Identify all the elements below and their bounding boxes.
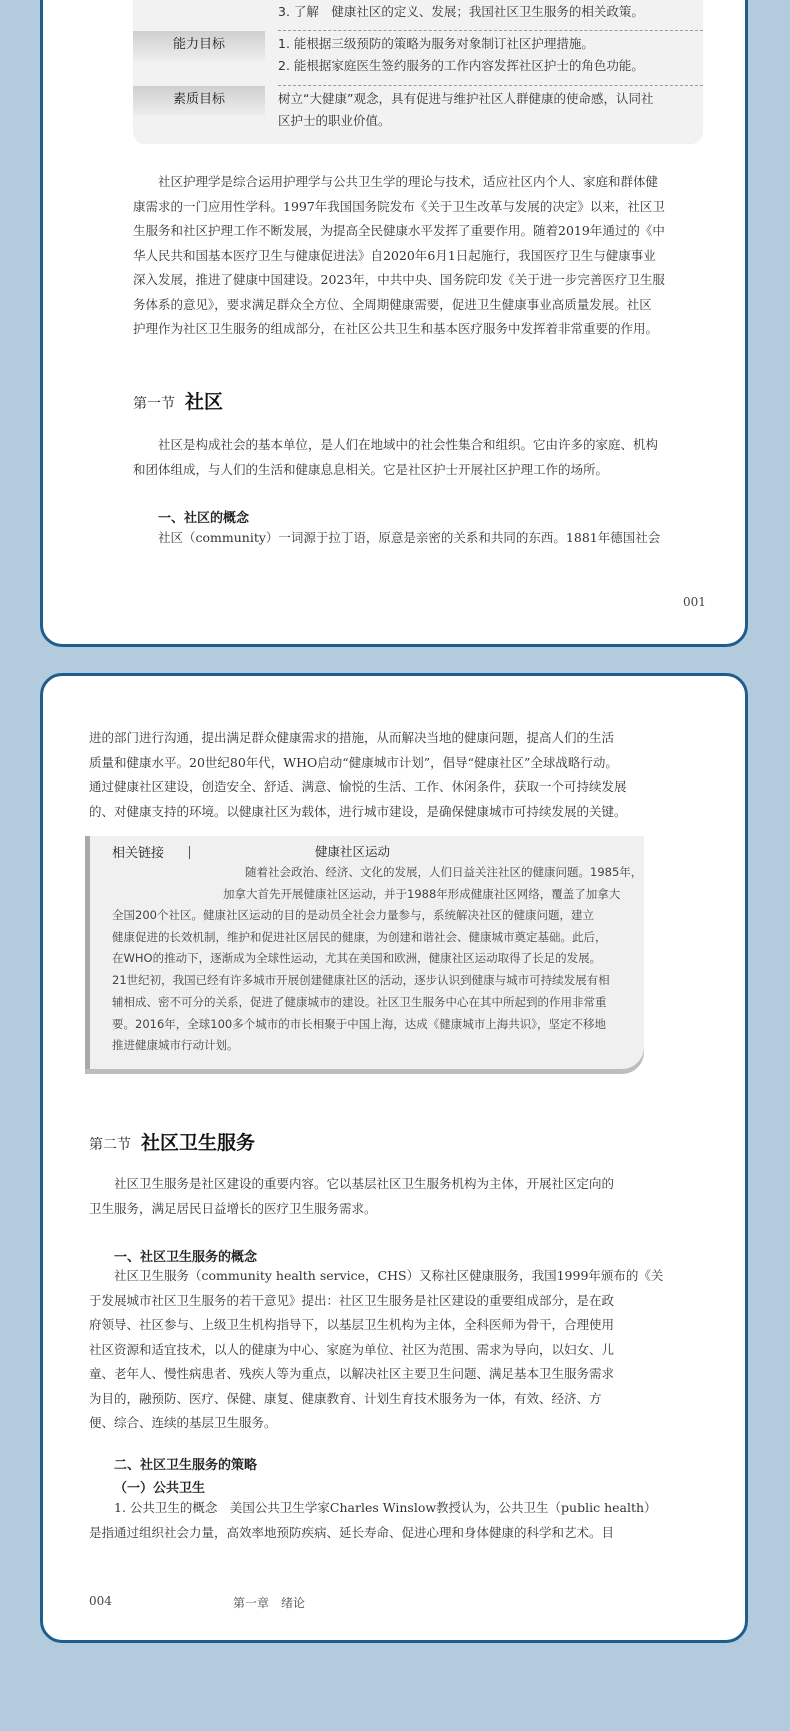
text-line: 护理作为社区卫生服务的组成部分，在社区公共卫生和基本医疗服务中发挥着非常重要的作用。 (133, 321, 659, 336)
community-paragraph (133, 433, 703, 482)
community-health-service-paragraph (89, 1172, 699, 1221)
section-heading-2 (89, 1128, 255, 1155)
text-line: 随着社会政治、经济、文化的发展，人们日益关注社区的健康问题。1985年， (245, 865, 643, 879)
text-line: 社区资源和适宜技术，以人的健康为中心、家庭为单位、社区为范围、需求为导向，以妇女、儿 (89, 1341, 615, 1357)
chapter-title: 第一章 绪论 (233, 1596, 306, 1610)
text-line: 是指通过组织社会力量，高效率地预防疾病、延长寿命、促进心理和身体健康的科学和艺术。目 (89, 1524, 615, 1540)
text-line: 区护士的职业价值。 (278, 113, 391, 128)
text-line: 全国200个社区。健康社区运动的目的是动员全社会力量参与，系统解决社区的健康问题，建立 (112, 908, 594, 922)
subheading-community-concept: 一、社区的概念 (158, 511, 250, 526)
ability-objectives-list (278, 33, 698, 77)
text-line: 和团体组成，与人们的生活和健康息息相关。它是社区护士开展社区护理工作的场所。 (133, 461, 609, 477)
chs-concept-paragraph (89, 1264, 699, 1436)
section-number: 第一节 (133, 396, 175, 412)
divider (278, 30, 703, 31)
related-link-label: 相关链接 (112, 846, 165, 861)
ability-objective-2: 2. 能根据家庭医生签约服务的工作内容发挥社区护士的角色功能。 (278, 58, 644, 73)
related-link-intro (223, 862, 642, 905)
text-line: 健康促进的长效机制，维护和促进社区居民的健康，为创建和谐社会、健康城市奠定基础。此后， (112, 929, 607, 944)
related-link-box (85, 836, 644, 1069)
text-line: 3. 了解 健康社区的定义、发展；我国社区卫生服务的相关政策。 (278, 4, 644, 19)
subheading-chs-strategy: 二、社区卫生服务的策略 (114, 1458, 258, 1473)
section-heading-1 (133, 387, 223, 414)
page-card-004 (40, 673, 748, 1643)
knowledge-objective-3 (278, 1, 698, 23)
page-number: 004 (89, 1594, 112, 1608)
community-concept-paragraph (158, 526, 708, 551)
text-line: 进的部门进行沟通，提出满足群众健康需求的措施，从而解决当地的健康问题，提高人们的生活 (89, 730, 615, 745)
text-line: 质量和健康水平。20世纪80年代，WHO启动“健康城市计划”，倡导“健康社区”全球战略行动。 (89, 754, 618, 770)
page-card-001 (40, 0, 748, 647)
section-number: 第二节 (89, 1137, 131, 1153)
text-line: 便、综合、连续的基层卫生服务。 (89, 1415, 277, 1430)
text-line: 于发展城市社区卫生服务的若干意见》提出：社区卫生服务是社区建设的重要组成部分，是在政 (89, 1292, 615, 1308)
text-line: 辅相成、密不可分的关系，促进了健康城市的建设。社区卫生服务中心在其中所起到的作用非常重 (112, 994, 607, 1009)
text-line: 为目的，融预防、医疗、保健、康复、健康教育、计划生育技术服务为一体，有效、经济、方 (89, 1390, 602, 1406)
section-title: 社区 (185, 391, 224, 413)
ability-objective-1: 1. 能根据三级预防的策略为服务对象制订社区护理措施。 (278, 36, 594, 51)
continued-paragraph (89, 726, 699, 824)
text-line: 务体系的意见》，要求满足群众全方位、全周期健康需要，促进卫生健康事业高质量发展。社区 (133, 296, 652, 312)
text-line: 21世纪初，我国已经有许多城市开展创建健康社区的活动，逐步认识到健康与城市可持续发展有相 (112, 973, 610, 988)
text-line: 推进健康城市行动计划。 (112, 1038, 239, 1053)
subheading-public-health: （一）公共卫生 (114, 1481, 206, 1496)
text-line: 深入发展，推进了健康中国建设。2023年，中共中央、国务院印发《关于进一步完善医疗卫生服 (133, 272, 665, 287)
text-line: 树立“大健康”观念，具有促进与维护社区人群健康的使命感，认同社 (278, 91, 654, 106)
public-health-paragraph (89, 1496, 699, 1545)
quality-objectives-label: 素质目标 (133, 86, 265, 116)
text-line: 府领导、社区参与、上级卫生机构指导下，以基层卫生机构为主体，全科医师为骨干，合理使用 (89, 1317, 615, 1332)
intro-paragraph (133, 170, 703, 342)
text-line: 加拿大首先开展健康社区运动，并于1988年形成健康社区网络，覆盖了加拿大 (223, 886, 621, 901)
text-line: 在WHO的推动下，逐渐成为全球性运动，尤其在美国和欧洲，健康社区运动取得了长足的发展。 (112, 951, 602, 966)
text-line: 社区（community）一词源于拉丁语，原意是亲密的关系和共同的东西。1881年德国社会 (158, 530, 661, 545)
text-line: 通过健康社区建设，创造安全、舒适、满意、愉悦的生活、工作、休闲条件，获取一个可持续发展 (89, 779, 627, 794)
text-line: 康需求的一门应用性学科。1997年我国国务院发布《关于卫生改革与发展的决定》以来，社区卫 (133, 198, 665, 214)
label-separator (189, 846, 190, 859)
ability-objectives-label: 能力目标 (133, 31, 265, 61)
text-line: 社区护理学是综合运用护理学与公共卫生学的理论与技术，适应社区内个人、家庭和群体健 (158, 174, 659, 189)
text-line: 1. 公共卫生的概念 美国公共卫生学家Charles Winslow教授认为，公共卫生（public health） (114, 1500, 657, 1515)
text-line: 卫生服务，满足居民日益增长的医疗卫生服务需求。 (89, 1200, 377, 1216)
text-line: 社区是构成社会的基本单位，是人们在地域中的社会性集合和组织。它由许多的家庭、机构 (158, 437, 659, 452)
section-title: 社区卫生服务 (141, 1132, 256, 1154)
text-line: 社区卫生服务是社区建设的重要内容。它以基层社区卫生服务机构为主体，开展社区定向的 (114, 1176, 615, 1191)
quality-objectives-text (278, 88, 698, 132)
text-line: 童、老年人、慢性病患者、残疾人等为重点，以解决社区主要卫生问题、满足基本卫生服务需求 (89, 1366, 615, 1381)
subheading-chs-concept: 一、社区卫生服务的概念 (114, 1250, 258, 1265)
related-link-body (112, 905, 610, 1057)
text-line: 要。2016年，全球100多个城市的市长相聚于中国上海，达成《健康城市上海共识》，坚定不移地 (112, 1016, 606, 1031)
text-line: 的、对健康支持的环境。以健康社区为载体，进行城市建设，是确保健康城市可持续发展的关键。 (89, 803, 627, 819)
divider (278, 85, 703, 86)
learning-objectives-table (133, 0, 703, 144)
text-line: 生服务和社区护理工作不断发展，为提高全民健康水平发挥了重要作用。随着2019年通过的《中 (133, 223, 665, 238)
text-line: 华人民共和国基本医疗卫生与健康促进法》自2020年6月1日起施行，我国医疗卫生与健康事业 (133, 247, 656, 263)
text-line: 社区卫生服务（community health service，CHS）又称社区健康服务，我国1999年颁布的《关 (114, 1268, 664, 1283)
related-link-title: 健康社区运动 (315, 844, 391, 859)
page-number: 001 (683, 595, 706, 609)
